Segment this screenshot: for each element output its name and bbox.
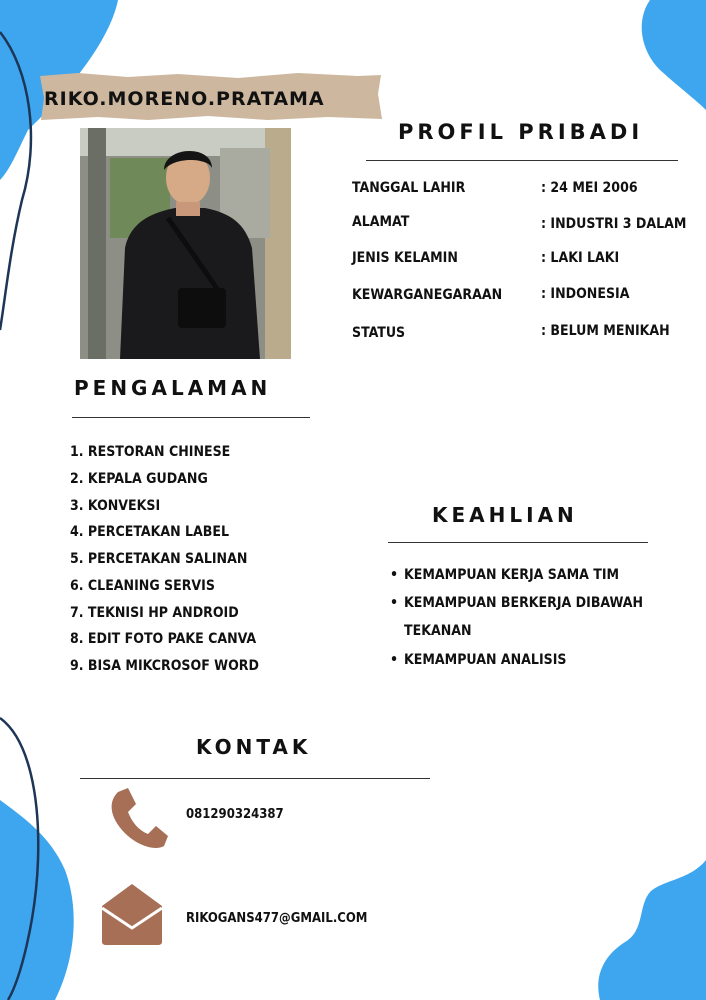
skill-text: TEKANAN [404,623,472,639]
person-name: RIKO.MORENO.PRATAMA [44,88,325,110]
bullet-icon: • [390,595,399,611]
blue-blob-top-right [642,0,706,110]
experience-item: 3. KONVEKSI [70,498,161,514]
experience-item: 4. PERCETAKAN LABEL [70,524,230,540]
skill-item [390,595,643,611]
field-value-birthdate: : 24 MEI 2006 [541,180,638,196]
experience-item: 6. CLEANING SERVIS [70,578,215,594]
experience-item: 5. PERCETAKAN SALINAN [70,551,248,567]
experience-divider [72,417,310,418]
field-label-birthdate: TANGGAL LAHIR [352,180,466,196]
field-value-gender: : LAKI LAKI [541,250,620,266]
skill-item [390,567,619,583]
field-value-status: : BELUM MENIKAH [541,323,670,339]
experience-item: 1. RESTORAN CHINESE [70,444,231,460]
skill-item [390,652,566,668]
experience-item: 2. KEPALA GUDANG [70,471,208,487]
experience-item: 9. BISA MIKCROSOF WORD [70,658,259,674]
experience-heading: PENGALAMAN [74,376,272,400]
bullet-icon: • [390,652,399,668]
skill-text: KEMAMPUAN BERKERJA DIBAWAH [404,595,644,611]
field-label-gender: JENIS KELAMIN [352,250,458,266]
skill-text: KEMAMPUAN KERJA SAMA TIM [404,567,620,583]
profile-divider [366,160,678,161]
skill-item-continuation [390,623,472,639]
skills-heading: KEAHLIAN [432,503,578,527]
experience-item: 7. TEKNISI HP ANDROID [70,605,239,621]
contact-divider [80,778,430,779]
envelope-icon [98,882,166,946]
profile-photo [80,128,291,359]
contact-heading: KONTAK [196,735,312,759]
skill-text: KEMAMPUAN ANALISIS [404,652,567,668]
blue-blob-bottom-right [598,860,706,1000]
experience-item: 8. EDIT FOTO PAKE CANVA [70,631,257,647]
profile-heading: PROFIL PRIBADI [398,120,644,144]
bullet-icon: • [390,567,399,583]
field-label-status: STATUS [352,325,406,341]
phone-number: 081290324387 [186,807,284,822]
field-value-address: : INDUSTRI 3 DALAM [541,216,687,232]
phone-icon [104,786,170,852]
skills-divider [388,542,648,543]
field-label-address: ALAMAT [352,214,410,230]
field-label-nationality: KEWARGANEGARAAN [352,287,503,303]
email-address: RIKOGANS477@GMAIL.COM [186,911,368,926]
field-value-nationality: : INDONESIA [541,286,630,302]
